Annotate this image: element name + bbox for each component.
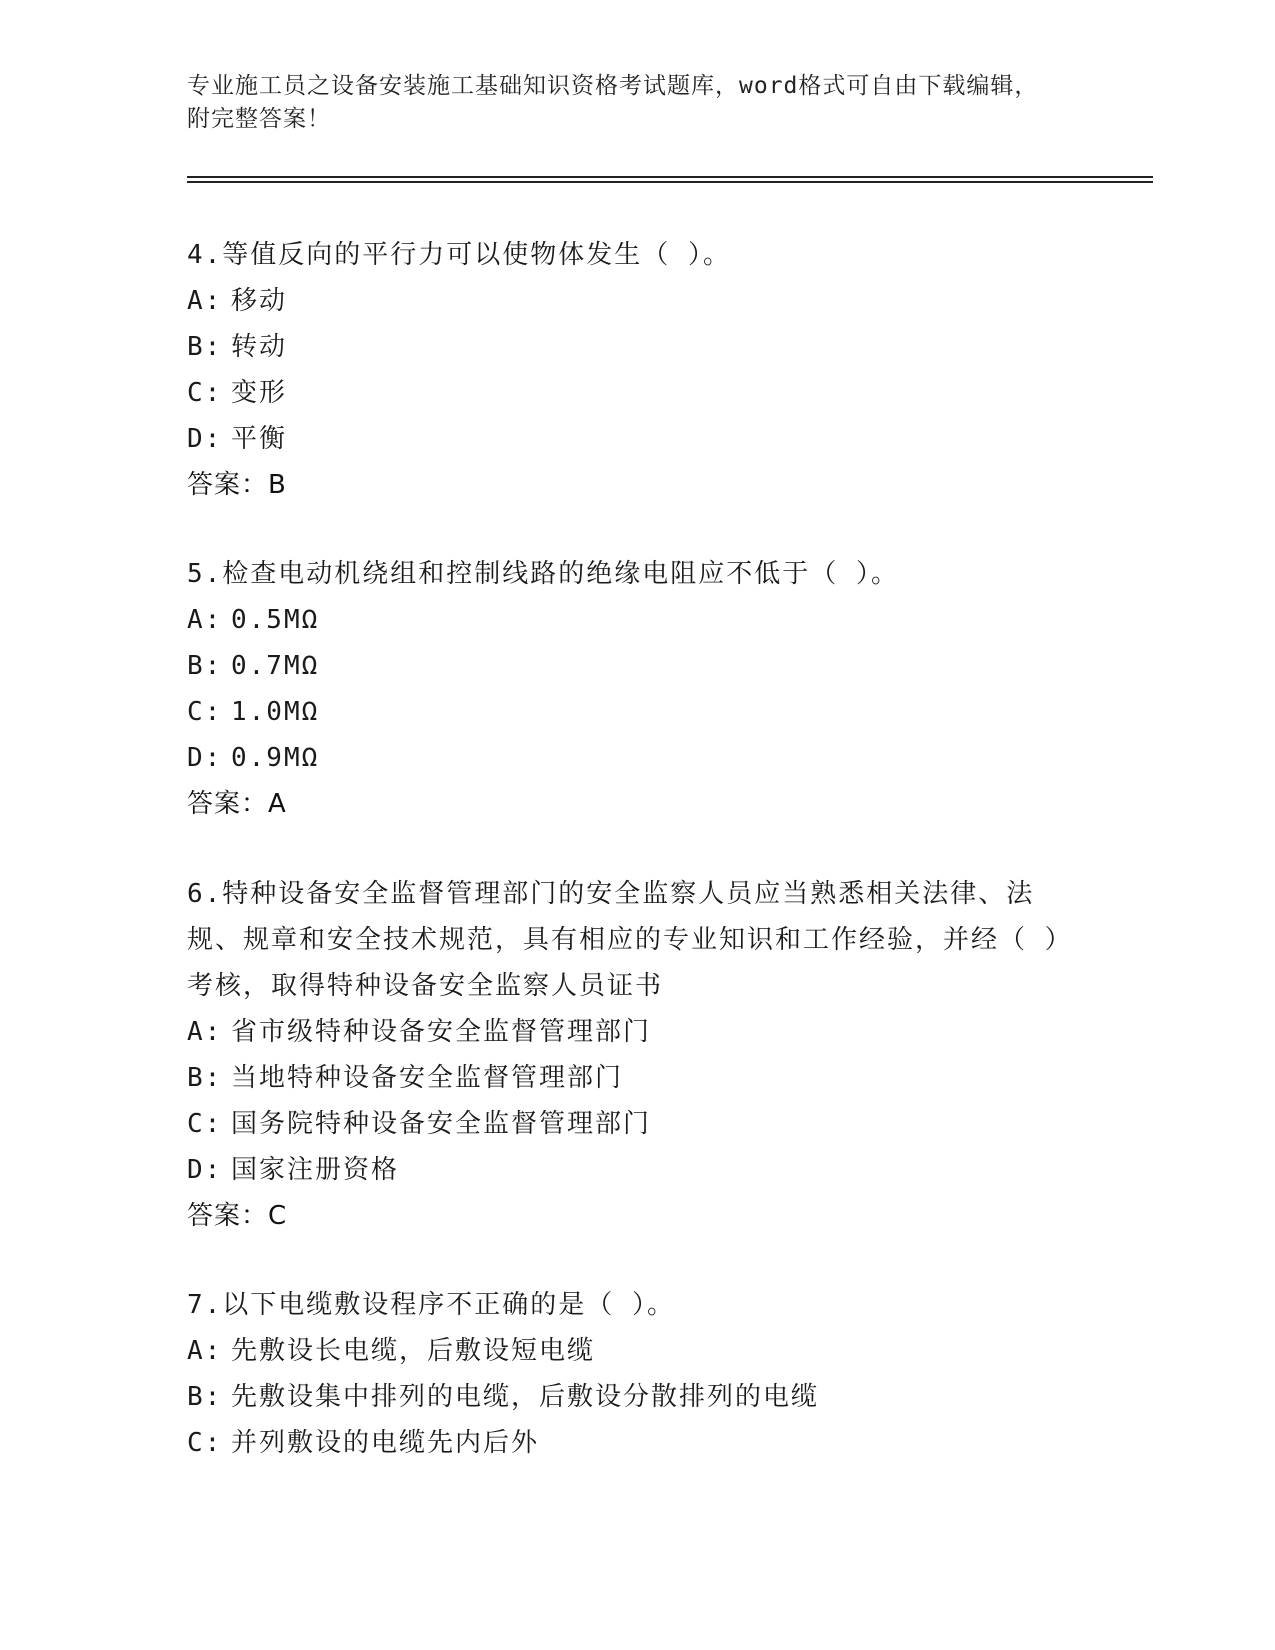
option-text: 0.5MΩ bbox=[231, 605, 320, 635]
option-text: 变形 bbox=[231, 378, 288, 408]
option-text: 1.0MΩ bbox=[231, 697, 320, 727]
option-letter: C: bbox=[187, 378, 223, 408]
option-text: 省市级特种设备安全监督管理部门 bbox=[231, 1017, 652, 1047]
option-text: 平衡 bbox=[231, 424, 288, 454]
header-divider-bottom bbox=[187, 181, 1153, 183]
header-divider-top bbox=[187, 176, 1153, 178]
option-text: 国家注册资格 bbox=[231, 1155, 400, 1185]
option-letter: B: bbox=[187, 332, 223, 362]
option-letter: A: bbox=[187, 286, 223, 316]
option-letter: B: bbox=[187, 1382, 223, 1412]
option-c bbox=[187, 689, 1067, 735]
option-d bbox=[187, 416, 1067, 462]
option-letter: A: bbox=[187, 1017, 223, 1047]
option-letter: D: bbox=[187, 424, 223, 454]
option-d bbox=[187, 735, 1067, 781]
answer-line: 答案：B bbox=[187, 470, 287, 500]
question-stem: 5.检查电动机绕组和控制线路的绝缘电阻应不低于（ ）。 bbox=[187, 559, 899, 589]
document-header bbox=[187, 70, 1087, 136]
option-c bbox=[187, 1420, 1067, 1466]
question-stem: 6.特种设备安全监督管理部门的安全监察人员应当熟悉相关法律、法规、规章和安全技术规范，具有相应的专业知识和工作经验，并经（ ）考核，取得特种设备安全监察人员证书 bbox=[187, 879, 1060, 1001]
option-letter: B: bbox=[187, 1063, 223, 1093]
option-text: 并列敷设的电缆先内后外 bbox=[231, 1428, 540, 1458]
option-text: 当地特种设备安全监督管理部门 bbox=[231, 1063, 624, 1093]
option-text: 0.7MΩ bbox=[231, 651, 320, 681]
option-b bbox=[187, 643, 1067, 689]
answer-line: 答案：C bbox=[187, 1201, 288, 1231]
question-5 bbox=[187, 551, 1067, 827]
option-text: 先敷设长电缆，后敷设短电缆 bbox=[231, 1336, 596, 1366]
option-a bbox=[187, 278, 1067, 324]
option-a bbox=[187, 597, 1067, 643]
option-text: 0.9MΩ bbox=[231, 743, 320, 773]
header-line-1: 专业施工员之设备安装施工基础知识资格考试题库，word格式可自由下载编辑， bbox=[187, 73, 1039, 99]
option-text: 国务院特种设备安全监督管理部门 bbox=[231, 1109, 652, 1139]
option-letter: A: bbox=[187, 605, 223, 635]
option-letter: D: bbox=[187, 1155, 223, 1185]
question-stem: 7.以下电缆敷设程序不正确的是（ ）。 bbox=[187, 1290, 675, 1320]
option-letter: C: bbox=[187, 697, 223, 727]
option-b bbox=[187, 324, 1067, 370]
option-c bbox=[187, 1101, 1067, 1147]
answer-line: 答案：A bbox=[187, 789, 287, 819]
option-letter: C: bbox=[187, 1109, 223, 1139]
question-7 bbox=[187, 1282, 1067, 1466]
option-a bbox=[187, 1328, 1067, 1374]
option-letter: C: bbox=[187, 1428, 223, 1458]
option-text: 转动 bbox=[231, 332, 288, 362]
option-c bbox=[187, 370, 1067, 416]
header-line-2: 附完整答案！ bbox=[187, 106, 331, 132]
option-b bbox=[187, 1055, 1067, 1101]
option-d bbox=[187, 1147, 1067, 1193]
option-text: 移动 bbox=[231, 286, 288, 316]
option-a bbox=[187, 1009, 1067, 1055]
question-stem: 4.等值反向的平行力可以使物体发生（ ）。 bbox=[187, 240, 731, 270]
option-b bbox=[187, 1374, 1067, 1420]
option-text: 先敷设集中排列的电缆，后敷设分散排列的电缆 bbox=[231, 1382, 820, 1412]
option-letter: D: bbox=[187, 743, 223, 773]
question-4 bbox=[187, 232, 1067, 508]
option-letter: A: bbox=[187, 1336, 223, 1366]
question-6 bbox=[187, 871, 1067, 1239]
option-letter: B: bbox=[187, 651, 223, 681]
